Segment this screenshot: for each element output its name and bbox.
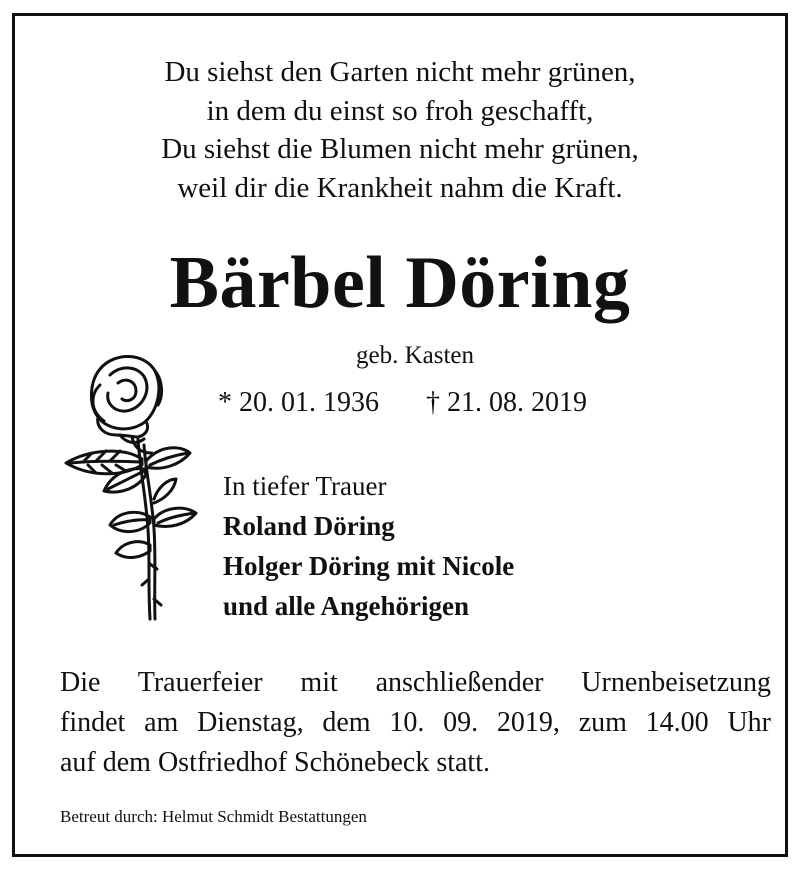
mourners-intro: In tiefer Trauer: [223, 471, 387, 501]
death-date: † 21. 08. 2019: [426, 387, 587, 418]
poem: [15, 53, 785, 207]
poem-line: weil dir die Krankheit nahm die Kraft.: [177, 171, 623, 204]
service-line: findet am Dienstag, dem 10. 09. 2019, zum 14.00 Uhr: [60, 707, 771, 738]
mourner-name: Roland Döring: [223, 511, 395, 541]
poem-line: in dem du einst so froh geschafft,: [206, 94, 594, 127]
obituary-frame: [12, 13, 788, 857]
service-line: Die Trauerfeier mit anschließender Urnenbeisetzung: [60, 667, 771, 698]
rose-icon: [60, 349, 205, 624]
poem-line: Du siehst die Blumen nicht mehr grünen,: [161, 133, 639, 165]
birth-date: * 20. 01. 1936: [218, 387, 379, 418]
poem-line: Du siehst den Garten nicht mehr grünen,: [164, 56, 636, 88]
service-line: auf dem Ostfriedhof Schönebeck statt.: [60, 747, 490, 778]
deceased-name: Bärbel Döring: [169, 242, 631, 324]
life-dates: [218, 385, 587, 421]
mourner-name: und alle Angehörigen: [223, 591, 470, 621]
birth-name: geb. Kasten: [355, 342, 475, 369]
funeral-home-credit: Betreut durch: Helmut Schmidt Bestattungen: [60, 807, 367, 826]
mourner-name: Holger Döring mit Nicole: [223, 551, 515, 581]
service-notice: [60, 663, 771, 783]
mourners: [223, 466, 514, 626]
